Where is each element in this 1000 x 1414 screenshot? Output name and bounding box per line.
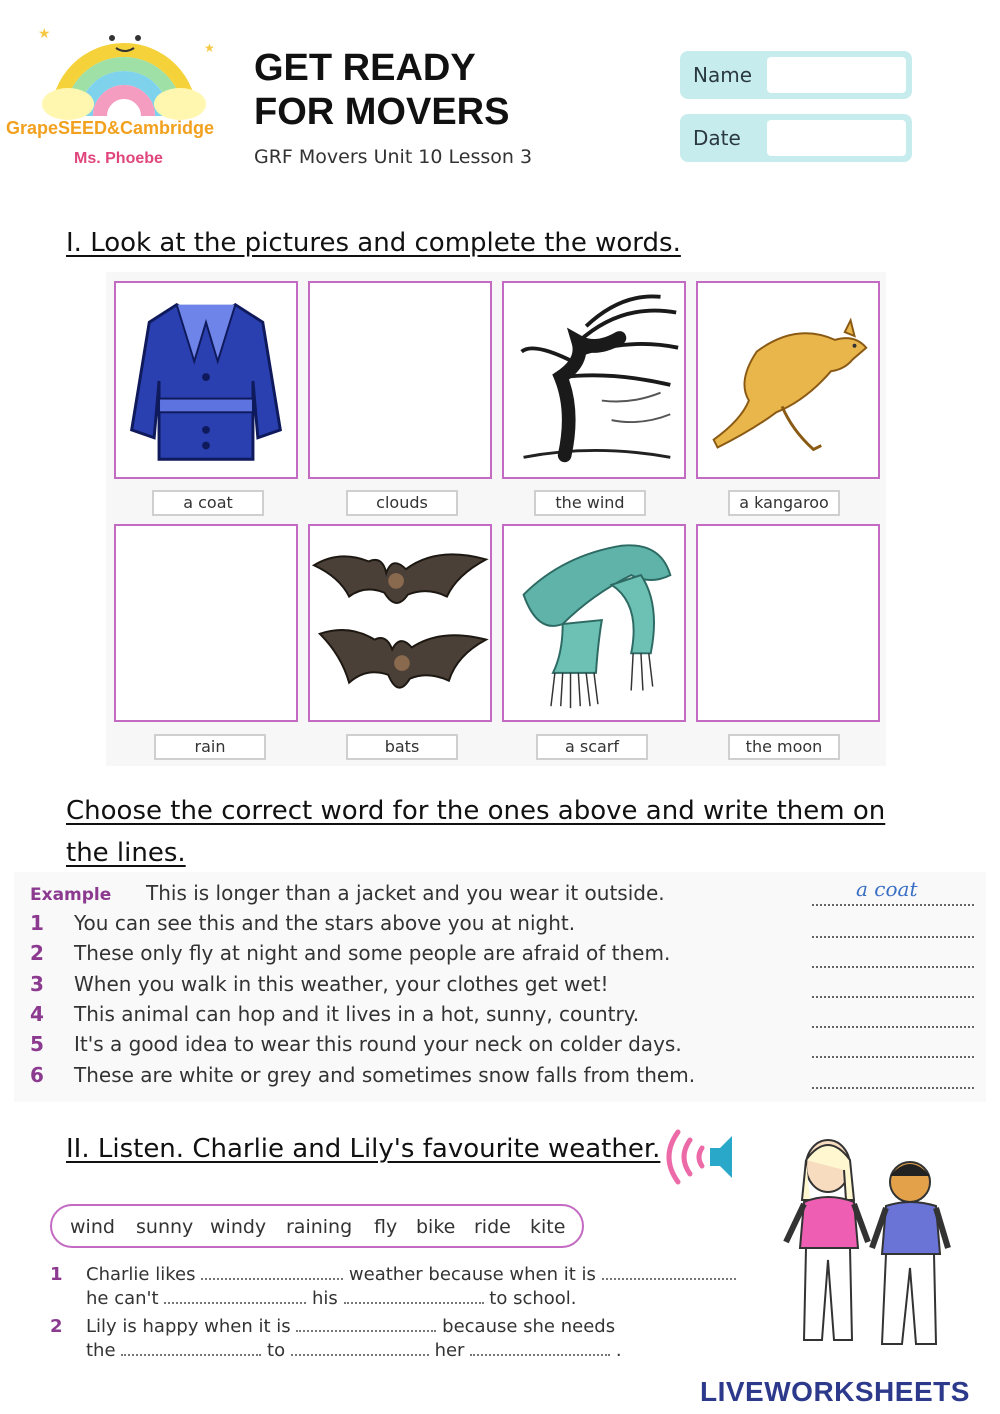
question-2-line-1 (86, 1316, 615, 1337)
question-number: 1 (50, 1264, 63, 1285)
teacher-name: Ms. Phoebe (74, 150, 163, 167)
name-input[interactable] (767, 57, 906, 93)
svg-text:★: ★ (204, 41, 215, 55)
question-text: to (267, 1340, 286, 1361)
picture-moon-blank (696, 524, 880, 722)
windy-tree-icon (504, 283, 684, 477)
sentence-row (30, 911, 575, 935)
word-bank-item: sunny (136, 1216, 194, 1238)
question-1-line-2 (86, 1288, 577, 1309)
picture-coat (114, 281, 298, 479)
example-label: Example (30, 885, 112, 905)
answer-line-4[interactable] (812, 1008, 974, 1028)
blank-input[interactable] (470, 1340, 610, 1356)
sentence-row (30, 1032, 682, 1056)
kangaroo-icon (698, 283, 878, 477)
blank-input[interactable] (164, 1288, 306, 1304)
svg-text:★: ★ (38, 26, 51, 42)
picture-clouds-blank (308, 281, 492, 479)
answer-line-6[interactable] (812, 1069, 974, 1089)
title-line-2: FOR MOVERS (254, 91, 510, 133)
answer-line-1[interactable] (812, 918, 974, 938)
label-the-wind: the wind (534, 490, 646, 516)
label-clouds: clouds (346, 490, 458, 516)
answer-line-2[interactable] (812, 948, 974, 968)
scarf-icon (504, 526, 684, 720)
sentence-number: 2 (30, 941, 44, 965)
section-2-heading: II. Listen. Charlie and Lily's favourite weather. (66, 1134, 661, 1164)
choose-heading-line-2: the lines. (66, 838, 186, 868)
question-text: Charlie likes (86, 1264, 196, 1285)
blank-input[interactable] (121, 1340, 261, 1356)
sentence-row (30, 941, 670, 965)
question-text: to school. (489, 1288, 577, 1309)
date-label: Date (693, 126, 741, 150)
picture-kangaroo (696, 281, 880, 479)
sentence-number: 4 (30, 1002, 44, 1026)
example-text: This is longer than a jacket and you wear it outside. (146, 881, 665, 905)
question-text: Lily is happy when it is (86, 1316, 291, 1337)
blank-input[interactable] (201, 1264, 343, 1280)
title-line-1: GET READY (254, 47, 476, 89)
sentence-text: You can see this and the stars above you at night. (74, 911, 576, 935)
sentence-number: 1 (30, 911, 44, 935)
question-number: 2 (50, 1316, 63, 1337)
picture-bats (308, 524, 492, 722)
name-field (680, 51, 912, 99)
sentence-text: These are white or grey and sometimes snow falls from them. (74, 1063, 696, 1087)
page-title (254, 46, 509, 134)
question-text: her (434, 1340, 465, 1361)
example-row (30, 881, 665, 905)
label-a-kangaroo: a kangaroo (728, 490, 840, 516)
blank-input[interactable] (291, 1340, 429, 1356)
sentence-text: This animal can hop and it lives in a hot, sunny, country. (74, 1002, 640, 1026)
date-input[interactable] (767, 120, 906, 156)
question-text: weather because when it is (348, 1264, 596, 1285)
speaker-icon[interactable] (656, 1124, 738, 1190)
question-text: because she needs (442, 1316, 616, 1337)
word-bank (50, 1204, 584, 1248)
word-bank-item: ride (474, 1216, 511, 1238)
question-1-line-1 (86, 1264, 736, 1285)
example-answer: a coat (856, 877, 918, 901)
choose-heading-line-1: Choose the correct word for the ones above and write them on (66, 796, 886, 826)
answer-line-5[interactable] (812, 1038, 974, 1058)
label-a-coat: a coat (152, 490, 264, 516)
picture-grid (106, 272, 886, 766)
sentence-text: When you walk in this weather, your clothes get wet! (74, 972, 609, 996)
sentence-row (30, 1063, 695, 1087)
bats-icon (310, 526, 490, 720)
word-bank-item: windy (210, 1216, 267, 1238)
blank-input[interactable] (344, 1288, 484, 1304)
question-text: his (312, 1288, 338, 1309)
blank-input[interactable] (296, 1316, 436, 1332)
label-bats: bats (346, 734, 458, 760)
sentence-number: 5 (30, 1032, 44, 1056)
sentence-text: It's a good idea to wear this round your neck on colder days. (74, 1032, 682, 1056)
blank-input[interactable] (602, 1264, 736, 1280)
sentence-text: These only fly at night and some people are afraid of them. (74, 941, 671, 965)
label-the-moon: the moon (728, 734, 840, 760)
label-rain: rain (154, 734, 266, 760)
picture-wind (502, 281, 686, 479)
question-text: . (615, 1340, 622, 1361)
sentence-row (30, 1002, 639, 1026)
label-a-scarf: a scarf (536, 734, 648, 760)
page-subtitle: GRF Movers Unit 10 Lesson 3 (254, 146, 533, 168)
question-2-line-2 (86, 1340, 622, 1361)
word-bank-item: fly (374, 1216, 398, 1238)
children-illustration (776, 1130, 956, 1360)
word-bank-item: wind (70, 1216, 115, 1238)
section-1-heading: I. Look at the pictures and complete the words. (66, 228, 681, 258)
word-bank-item: bike (416, 1216, 456, 1238)
picture-rain-blank (114, 524, 298, 722)
word-bank-item: kite (530, 1216, 566, 1238)
word-bank-item: raining (286, 1216, 353, 1238)
date-field (680, 114, 912, 162)
brand-name: GrapeSEED&Cambridge (6, 118, 215, 138)
sentence-row (30, 972, 609, 996)
liveworksheets-logo[interactable]: LIVEWORKSHEETS (700, 1376, 970, 1407)
question-text: he can't (86, 1288, 159, 1309)
sentence-number: 6 (30, 1063, 44, 1087)
picture-scarf (502, 524, 686, 722)
choose-heading (66, 790, 885, 874)
name-label: Name (693, 63, 753, 87)
answer-line-3[interactable] (812, 978, 974, 998)
coat-icon (116, 283, 296, 477)
question-text: the (86, 1340, 116, 1361)
sentence-number: 3 (30, 972, 44, 996)
